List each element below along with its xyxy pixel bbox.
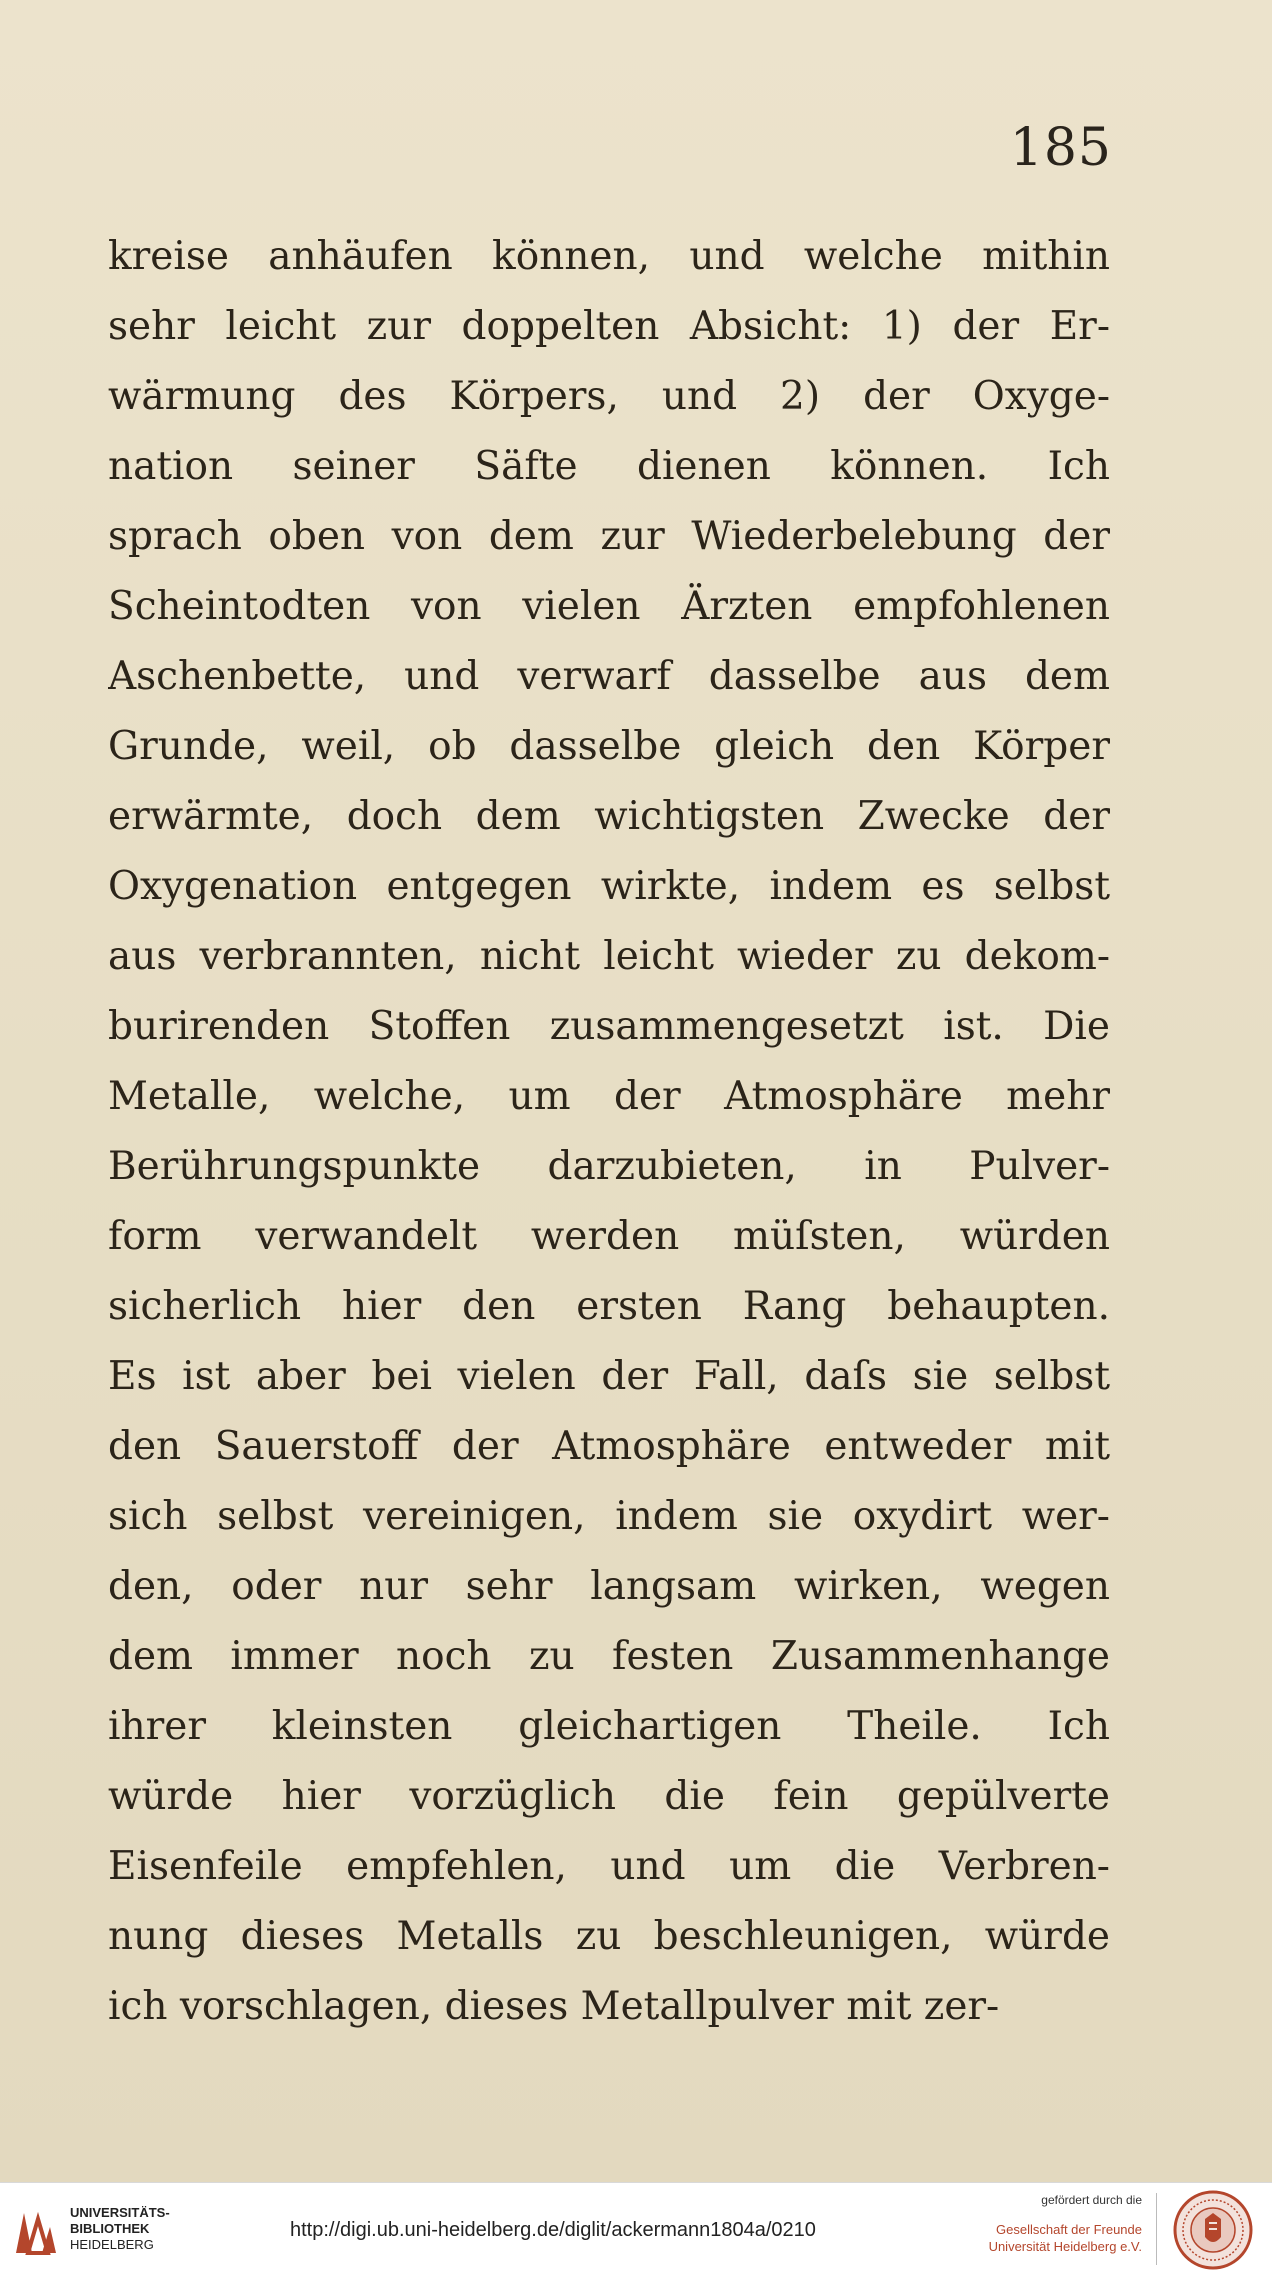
text-line: Oxygenation entgegen wirkte, indem es selbst: [108, 864, 1110, 909]
text-line: nation seiner Säfte dienen können. Ich: [108, 444, 1110, 489]
text-line: würde hier vorzüglich die fein gepülverte: [108, 1774, 1110, 1819]
ub-heidelberg-logo-icon: [12, 2207, 58, 2259]
digitization-footer: [0, 2182, 1272, 2276]
library-name-line1: UNIVERSITÄTS-: [70, 2205, 170, 2220]
text-line: kreise anhäufen können, und welche mithin: [108, 234, 1110, 279]
page-number: 185: [1009, 118, 1112, 178]
text-line: dem immer noch zu festen Zusammenhange: [108, 1634, 1110, 1679]
library-name-line3: HEIDELBERG: [70, 2237, 154, 2252]
text-line: sprach oben von dem zur Wiederbelebung der: [108, 514, 1110, 559]
sponsor-line1: Gesellschaft der Freunde: [996, 2222, 1142, 2237]
text-line: den Sauerstoff der Atmosphäre entweder mit: [108, 1424, 1110, 1469]
sponsor-credit: [982, 2193, 1142, 2255]
text-line: Es ist aber bei vielen der Fall, daſs sie selbst: [108, 1354, 1110, 1399]
text-line: sicherlich hier den ersten Rang behaupten.: [108, 1284, 1110, 1329]
text-line: sehr leicht zur doppelten Absicht: 1) der Er-: [108, 304, 1110, 349]
text-line: den, oder nur sehr langsam wirken, wegen: [108, 1564, 1110, 1609]
page-text: [108, 222, 1110, 2042]
text-line: ich vorschlagen, dieses Metallpulver mit zer-: [108, 1984, 1000, 2029]
text-line: Metalle, welche, um der Atmosphäre mehr: [108, 1074, 1110, 1119]
text-line: form verwandelt werden müſsten, würden: [108, 1214, 1110, 1259]
permalink-url[interactable]: http://digi.ub.uni-heidelberg.de/diglit/ackermann1804a/0210: [290, 2219, 816, 2241]
sponsor-prefix: gefördert durch die: [1041, 2193, 1142, 2207]
text-line: ihrer kleinsten gleichartigen Theile. Ich: [108, 1704, 1110, 1749]
text-line: Scheintodten von vielen Ärzten empfohlenen: [108, 584, 1110, 629]
text-line: erwärmte, doch dem wichtigsten Zwecke der: [108, 794, 1110, 839]
text-line: wärmung des Körpers, und 2) der Oxyge-: [108, 374, 1110, 419]
text-line: Eisenfeile empfehlen, und um die Verbren-: [108, 1844, 1110, 1889]
footer-divider: [1156, 2193, 1157, 2265]
text-line: burirenden Stoffen zusammengesetzt ist. Die: [108, 1004, 1110, 1049]
library-name-line2: BIBLIOTHEK: [70, 2221, 150, 2236]
text-line: Aschenbette, und verwarf dasselbe aus dem: [108, 654, 1110, 699]
sponsor-line2: Universität Heidelberg e.V.: [988, 2239, 1142, 2254]
text-line: aus verbrannten, nicht leicht wieder zu dekom-: [108, 934, 1110, 979]
text-line: nung dieses Metalls zu beschleunigen, würde: [108, 1914, 1110, 1959]
text-line: Grunde, weil, ob dasselbe gleich den Körper: [108, 724, 1110, 769]
text-line: sich selbst vereinigen, indem sie oxydirt wer-: [108, 1494, 1110, 1539]
text-line: Berührungspunkte darzubieten, in Pulver-: [108, 1144, 1110, 1189]
university-seal-icon: [1172, 2189, 1254, 2271]
library-name: [70, 2205, 170, 2253]
